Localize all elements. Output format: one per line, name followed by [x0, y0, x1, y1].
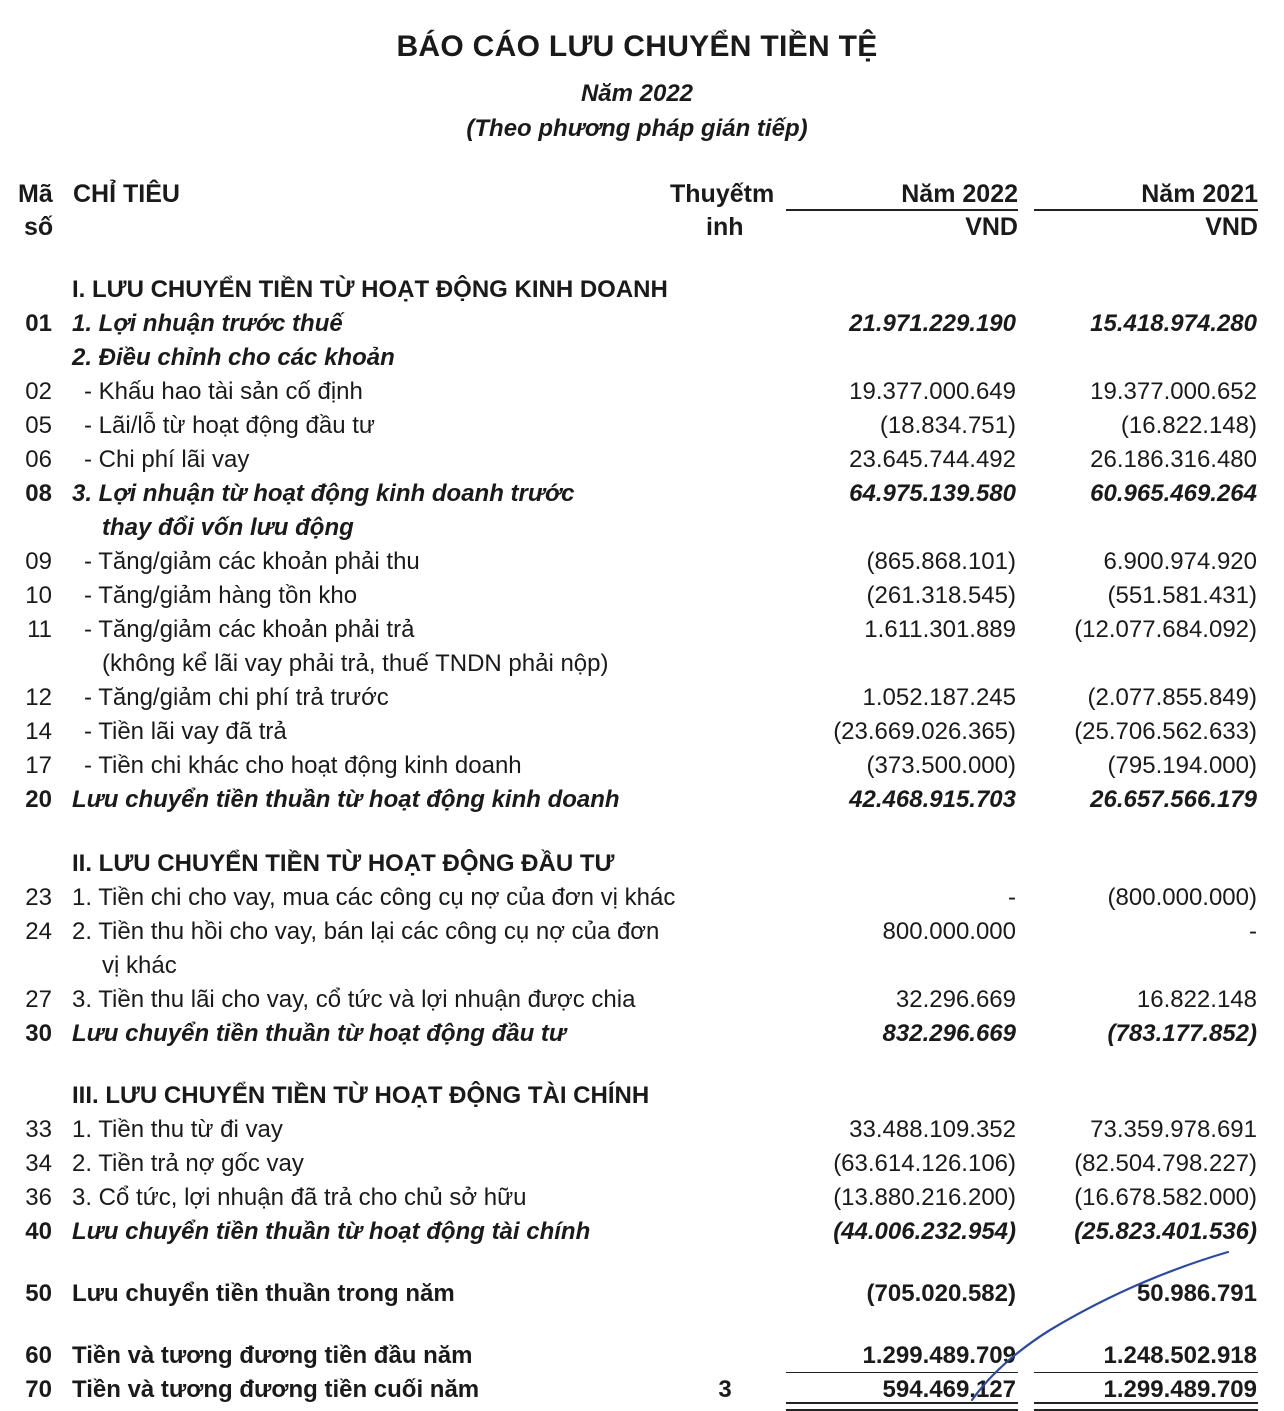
- row-label: I. LƯU CHUYỂN TIỀN TỪ HOẠT ĐỘNG KINH DOANH: [72, 276, 668, 303]
- row-code: 33: [25, 1116, 52, 1143]
- row-label: - Khấu hao tài sản cố định: [84, 378, 363, 405]
- row-value-2022: 64.975.139.580: [849, 480, 1016, 507]
- row-value-2022: (705.020.582): [866, 1280, 1016, 1307]
- row-code: 05: [25, 412, 52, 439]
- row-value-2021: (783.177.852): [1107, 1020, 1257, 1047]
- header-note-line1: Thuyếtm: [670, 180, 775, 208]
- row-value-2021: (25.823.401.536): [1074, 1218, 1257, 1245]
- row-value-2021: 60.965.469.264: [1090, 480, 1257, 507]
- row-code: 40: [25, 1218, 52, 1245]
- report-title: BÁO CÁO LƯU CHUYỂN TIỀN TỆ: [396, 30, 878, 63]
- row-value-2022: 594.469.127: [882, 1376, 1016, 1403]
- row-value-2021: 50.986.791: [1136, 1280, 1257, 1307]
- row-label: - Chi phí lãi vay: [84, 446, 250, 473]
- row-code: 10: [25, 582, 52, 609]
- row-code: 20: [25, 786, 52, 813]
- row-label: - Tiền lãi vay đã trả: [84, 718, 287, 745]
- row-value-2021: 19.377.000.652: [1090, 378, 1257, 405]
- header-item: CHỈ TIÊU: [73, 180, 180, 208]
- row-value-2022: 33.488.109.352: [849, 1116, 1016, 1143]
- header-code-line2: số: [24, 213, 54, 241]
- row-label: - Lãi/lỗ từ hoạt động đầu tư: [84, 412, 375, 439]
- row-label: - Tiền chi khác cho hoạt động kinh doanh: [84, 752, 522, 779]
- row-value-2021: (25.706.562.633): [1074, 718, 1257, 745]
- row-label: 2. Điều chỉnh cho các khoản: [72, 344, 395, 371]
- row-code: 12: [25, 684, 52, 711]
- row-label: 1. Tiền chi cho vay, mua các công cụ nợ của đơn vị khác: [72, 884, 676, 911]
- row-value-2021: (16.822.148): [1120, 412, 1257, 439]
- row-value-2021: (551.581.431): [1107, 582, 1257, 609]
- row-value-2021: 15.418.974.280: [1090, 310, 1257, 337]
- report-year: Năm 2022: [580, 80, 694, 107]
- row-value-2021: 73.359.978.691: [1090, 1116, 1257, 1143]
- row-label: II. LƯU CHUYỂN TIỀN TỪ HOẠT ĐỘNG ĐẦU TƯ: [72, 850, 615, 877]
- row-code: 11: [27, 616, 52, 643]
- row-code: 30: [25, 1020, 52, 1047]
- row-value-2022: -: [1008, 884, 1016, 911]
- row-label: 1. Tiền thu từ đi vay: [72, 1116, 283, 1143]
- row-label: Lưu chuyển tiền thuần từ hoạt động kinh doanh: [72, 786, 620, 813]
- row-code: 06: [25, 446, 52, 473]
- row-value-2021: (16.678.582.000): [1074, 1184, 1257, 1211]
- row-label: 3. Cổ tức, lợi nhuận đã trả cho chủ sở hữu: [72, 1184, 527, 1211]
- row-label: 1. Lợi nhuận trước thuế: [72, 310, 343, 337]
- row-label: 2. Tiền trả nợ gốc vay: [72, 1150, 304, 1177]
- row-value-2022: (18.834.751): [879, 412, 1016, 439]
- row-value-2022: 1.052.187.245: [862, 684, 1016, 711]
- row-value-2022: (13.880.216.200): [833, 1184, 1016, 1211]
- header-year-2022: Năm 2022: [901, 180, 1018, 208]
- row-value-2022: 800.000.000: [882, 918, 1016, 945]
- row-code: 14: [25, 718, 52, 745]
- row-label: thay đổi vốn lưu động: [102, 514, 354, 541]
- row-code: 08: [25, 480, 52, 507]
- row-code: 27: [25, 986, 52, 1013]
- row-label: Lưu chuyển tiền thuần từ hoạt động đầu tư: [72, 1020, 567, 1047]
- row-code: 50: [25, 1280, 52, 1307]
- row-label: - Tăng/giảm các khoản phải thu: [84, 548, 420, 575]
- row-value-2022: (44.006.232.954): [833, 1218, 1016, 1245]
- row-value-2021: 16.822.148: [1136, 986, 1257, 1013]
- row-value-2021: 26.657.566.179: [1090, 786, 1257, 813]
- header-currency-2021: VND: [1205, 213, 1258, 241]
- row-code: 36: [25, 1184, 52, 1211]
- row-code: 23: [25, 884, 52, 911]
- row-code: 01: [25, 310, 52, 337]
- row-value-2022: (261.318.545): [866, 582, 1016, 609]
- row-value-2021: (795.194.000): [1107, 752, 1257, 779]
- row-value-2022: (373.500.000): [866, 752, 1016, 779]
- row-value-2022: (865.868.101): [866, 548, 1016, 575]
- row-value-2022: 42.468.915.703: [849, 786, 1016, 813]
- row-value-2022: 1.611.301.889: [864, 616, 1016, 643]
- row-code: 34: [25, 1150, 52, 1177]
- row-value-2022: 832.296.669: [882, 1020, 1016, 1047]
- row-note: 3: [718, 1376, 732, 1403]
- header-note-line2: inh: [706, 213, 744, 241]
- row-label: - Tăng/giảm chi phí trả trước: [84, 684, 389, 711]
- row-label: - Tăng/giảm hàng tồn kho: [84, 582, 358, 609]
- row-code: 70: [25, 1376, 52, 1403]
- row-label: Tiền và tương đương tiền cuối năm: [72, 1376, 480, 1403]
- header-code-line1: Mã: [18, 180, 53, 208]
- row-label: Tiền và tương đương tiền đầu năm: [72, 1342, 473, 1369]
- row-label: (không kể lãi vay phải trả, thuế TNDN phải nộp): [102, 650, 609, 677]
- row-value-2022: 23.645.744.492: [849, 446, 1016, 473]
- row-value-2021: 26.186.316.480: [1090, 446, 1257, 473]
- report-method: (Theo phương pháp gián tiếp): [466, 115, 808, 142]
- row-code: 09: [25, 548, 52, 575]
- row-value-2021: (2.077.855.849): [1087, 684, 1257, 711]
- row-code: 24: [25, 918, 52, 945]
- row-value-2021: -: [1249, 918, 1257, 945]
- row-value-2022: (23.669.026.365): [833, 718, 1016, 745]
- row-value-2022: 19.377.000.649: [849, 378, 1016, 405]
- row-code: 02: [25, 378, 52, 405]
- row-value-2022: 1.299.489.709: [862, 1342, 1016, 1369]
- row-label: vị khác: [102, 952, 177, 979]
- row-value-2021: 6.900.974.920: [1103, 548, 1257, 575]
- row-value-2022: 21.971.229.190: [849, 310, 1016, 337]
- row-value-2022: 32.296.669: [895, 986, 1016, 1013]
- row-value-2022: (63.614.126.106): [833, 1150, 1016, 1177]
- row-value-2021: 1.248.502.918: [1103, 1342, 1257, 1369]
- row-label: 2. Tiền thu hồi cho vay, bán lại các công cụ nợ của đơn: [72, 918, 660, 945]
- row-code: 60: [25, 1342, 52, 1369]
- row-label: Lưu chuyển tiền thuần trong năm: [72, 1280, 455, 1307]
- row-code: 17: [25, 752, 52, 779]
- row-label: 3. Tiền thu lãi cho vay, cổ tức và lợi nhuận được chia: [72, 986, 636, 1013]
- row-label: - Tăng/giảm các khoản phải trả: [84, 616, 415, 643]
- row-label: III. LƯU CHUYỂN TIỀN TỪ HOẠT ĐỘNG TÀI CHÍNH: [72, 1082, 650, 1109]
- row-value-2021: (12.077.684.092): [1074, 616, 1257, 643]
- row-value-2021: (82.504.798.227): [1074, 1150, 1257, 1177]
- row-label: Lưu chuyển tiền thuần từ hoạt động tài chính: [72, 1218, 591, 1245]
- row-value-2021: 1.299.489.709: [1103, 1376, 1257, 1403]
- row-label: 3. Lợi nhuận từ hoạt động kinh doanh trước: [72, 480, 575, 507]
- header-year-2021: Năm 2021: [1141, 180, 1258, 208]
- header-currency-2022: VND: [965, 213, 1018, 241]
- row-value-2021: (800.000.000): [1107, 884, 1257, 911]
